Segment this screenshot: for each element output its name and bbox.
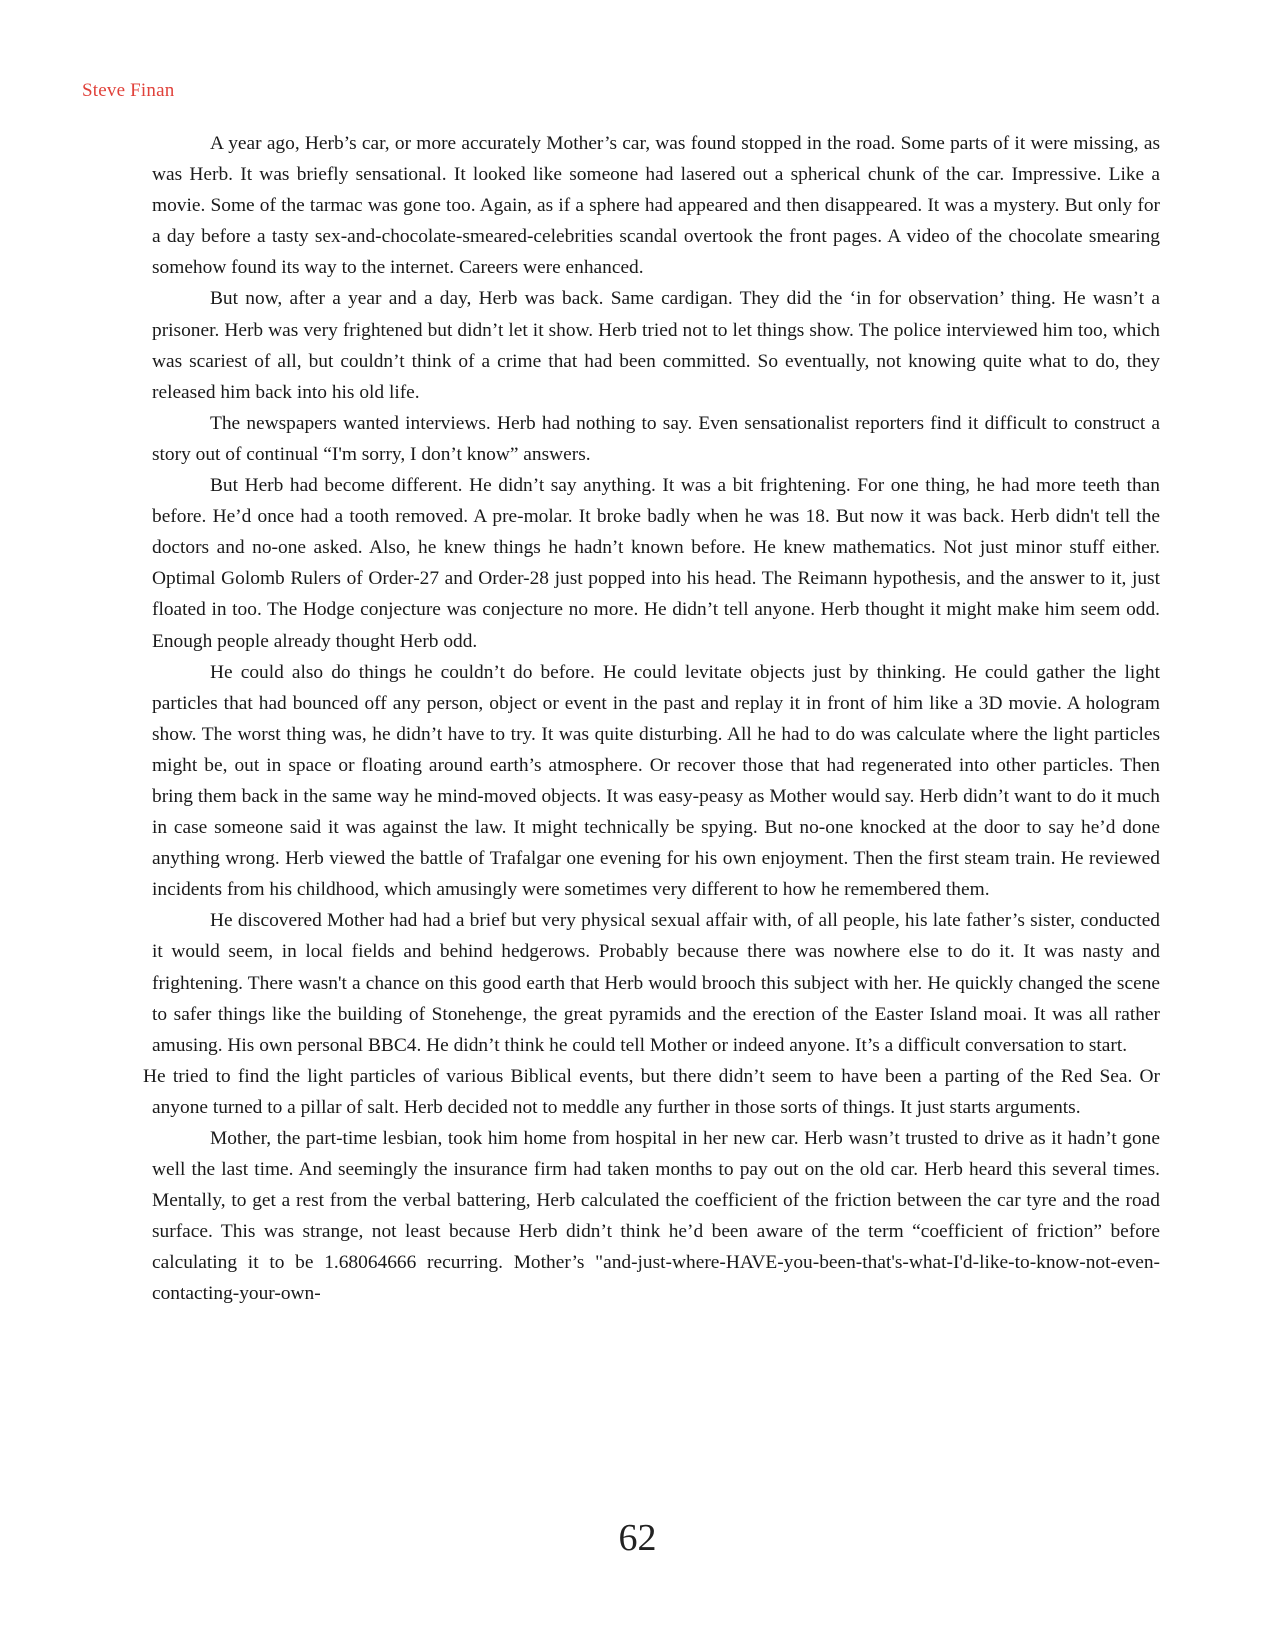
paragraph-5: He could also do things he couldn’t do before. He could levitate objects just by thinking. He could gather the light particles that had bounced off any person, object or event in the past and replay it in front of him like a 3D movie. A hologram show. The worst thing was, he didn’t have to try. It was quite disturbing. All he had to do was calculate where the light particles might be, out in space or floating around earth’s atmosphere. Or recover those that had regenerated into other particles. Then bring them back in the same way he mind-moved objects. It was easy-peasy as Mother would say. Herb didn’t want to do it much in case someone said it was against the law. It might technically be spying. But no-one knocked at the door to say he’d done anything wrong. Herb viewed the battle of Trafalgar one evening for his own enjoyment. Then the first steam train. He reviewed incidents from his childhood, which amusingly were sometimes very different to how he remembered them. [152, 661, 1160, 901]
paragraph-1: A year ago, Herb’s car, or more accurately Mother’s car, was found stopped in the road. Some parts of it were missing, as was Herb. It was briefly sensational. It looked like someone had lasered out a spherical chunk of the car. Impressive. Like a movie. Some of the tarmac was gone too. Again, as if a sphere had appeared and then disappeared. It was a mystery. But only for a day before a tasty sex-and-chocolate-smeared-celebrities scandal overtook the front pages. A video of the chocolate smearing somehow found its way to the internet. Careers were enhanced. [152, 133, 1160, 279]
paragraph-7: He tried to find the light particles of various Biblical events, but there didn’t seem to have been a parting of the Red Sea. Or anyone turned to a pillar of salt. Herb decided not to meddle any further in those sorts of things. It just starts arguments. [143, 1065, 1160, 1118]
body-text [143, 128, 1160, 1310]
paragraph-2: But now, after a year and a day, Herb was back. Same cardigan. They did the ‘in for observation’ thing. He wasn’t a prisoner. Herb was very frightened but didn’t let it show. Herb tried not to let things show. The police interviewed him too, which was scariest of all, but couldn’t think of a crime that had been committed. So eventually, not knowing quite what to do, they released him back into his old life. [152, 288, 1160, 403]
page-number: 62 [618, 1517, 657, 1559]
paragraph-8: Mother, the part-time lesbian, took him home from hospital in her new car. Herb wasn’t trusted to drive as it hadn’t gone well the last time. And seemingly the insurance firm had taken months to pay out on the old car. Herb heard this several times. Mentally, to get a rest from the verbal battering, Herb calculated the coefficient of the friction between the car tyre and the road surface. This was strange, not least because Herb didn’t think he’d been aware of the term “coefficient of friction” before calculating it to be 1.68064666 recurring. Mother’s "and-just-where-HAVE-you-been-that's-what-I'd-like-to-know-not-even-contacting-your-own- [152, 1128, 1160, 1305]
paragraph-3: The newspapers wanted interviews. Herb had nothing to say. Even sensationalist reporters find it difficult to construct a story out of continual “I'm sorry, I don’t know” answers. [152, 412, 1160, 465]
running-header-author: Steve Finan [82, 80, 175, 101]
paragraph-4: But Herb had become different. He didn’t say anything. It was a bit frightening. For one thing, he had more teeth than before. He’d once had a tooth removed. A pre-molar. It broke badly when he was 18. But now it was back. Herb didn't tell the doctors and no-one asked. Also, he knew things he hadn’t known before. He knew mathematics. Not just minor stuff either. Optimal Golomb Rulers of Order-27 and Order-28 just popped into his head. The Reimann hypothesis, and the answer to it, just floated in too. The Hodge conjecture was conjecture no more. He didn’t tell anyone. Herb thought it might make him seem odd. Enough people already thought Herb odd. [152, 475, 1160, 652]
paragraph-6: He discovered Mother had had a brief but very physical sexual affair with, of all people, his late father’s sister, conducted it would seem, in local fields and behind hedgerows. Probably because there was nowhere else to do it. It was nasty and frightening. There wasn't a chance on this good earth that Herb would brooch this subject with her. He quickly changed the scene to safer things like the building of Stonehenge, the great pyramids and the erection of the Easter Island moai. It was all rather amusing. His own personal BBC4. He didn’t think he could tell Mother or indeed anyone. It’s a difficult conversation to start. [152, 910, 1160, 1056]
